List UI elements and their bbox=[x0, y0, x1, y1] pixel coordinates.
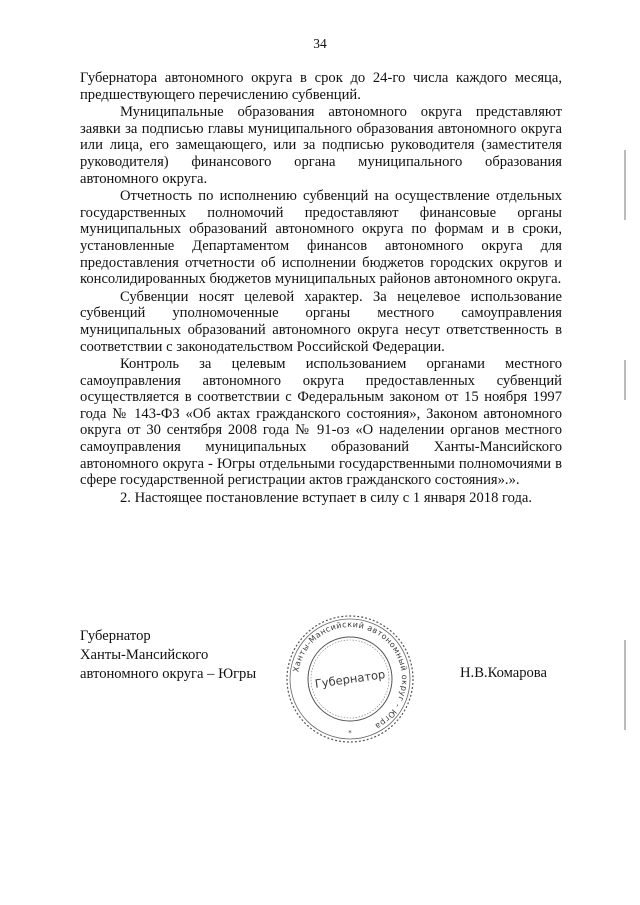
signatory-title-line: автономного округа – Югры bbox=[80, 666, 257, 682]
scan-edge-mark bbox=[624, 360, 626, 400]
paragraph-4: Субвенции носят целевой характер. За нецелевое использование субвенций уполномоченные органы местного самоуправления муниципальных образований автономного округа несут ответственность в соответствии с законодательством Российской Федерации. bbox=[80, 288, 562, 355]
paragraph-3: Отчетность по исполнению субвенций на осуществление отдельных государственных полномочий предоставляют финансовые органы муниципальных образований автономного округа по формам и в сроки, установленные Департаментом финансов автономного округа для предоставления отчетности об исполнении бюджетов городских округов и консолидированных бюджетов муниципальных районов автономного округа. bbox=[80, 188, 562, 288]
seal-ring-text-path: Ханты-Мансийский автономный округ - Югра bbox=[291, 619, 410, 732]
official-seal bbox=[283, 612, 417, 746]
signatory-title-line: Ханты-Мансийского bbox=[80, 647, 209, 663]
scan-edge-mark bbox=[624, 640, 626, 730]
svg-text:*: * bbox=[348, 729, 352, 737]
scan-edge-mark bbox=[624, 150, 626, 220]
page-number: 34 bbox=[313, 36, 327, 51]
signatory-title-line: Губернатор bbox=[80, 628, 151, 644]
paragraph-2: Муниципальные образования автономного округа представляют заявки за подписью главы муниципального образования автономного округа или лица, его замещающего, или за подписью руководителя (заместителя руководителя) финансового органа муниципального образования автономного округа. bbox=[80, 104, 562, 187]
signatory-name: Н.В.Комарова bbox=[460, 665, 547, 681]
paragraph-6: 2. Настоящее постановление вступает в силу с 1 января 2018 года. bbox=[120, 489, 533, 506]
seal-center-text: Губернатор bbox=[313, 667, 387, 691]
paragraph-1: Губернатора автономного округа в срок до 24-го числа каждого месяца, предшествующего перечислению субвенций. bbox=[80, 70, 562, 103]
signatory-title bbox=[80, 627, 256, 684]
paragraph-5: Контроль за целевым использованием органами местного самоуправления автономного округа предоставленных субвенций осуществляется в соответствии с Федеральным законом от 15 ноября 1997 года № 143-ФЗ «Об актах гражданского состояния», Законом автономного округа от 30 сентября 2008 года № 91-оз «О наделении органов местного самоуправления муниципальных образований Ханты-Мансийского автономного округа - Югры отдельными государственными полномочиями в сфере государственной регистрации актов гражданского состояния».». bbox=[80, 356, 562, 489]
document-body bbox=[80, 70, 562, 507]
